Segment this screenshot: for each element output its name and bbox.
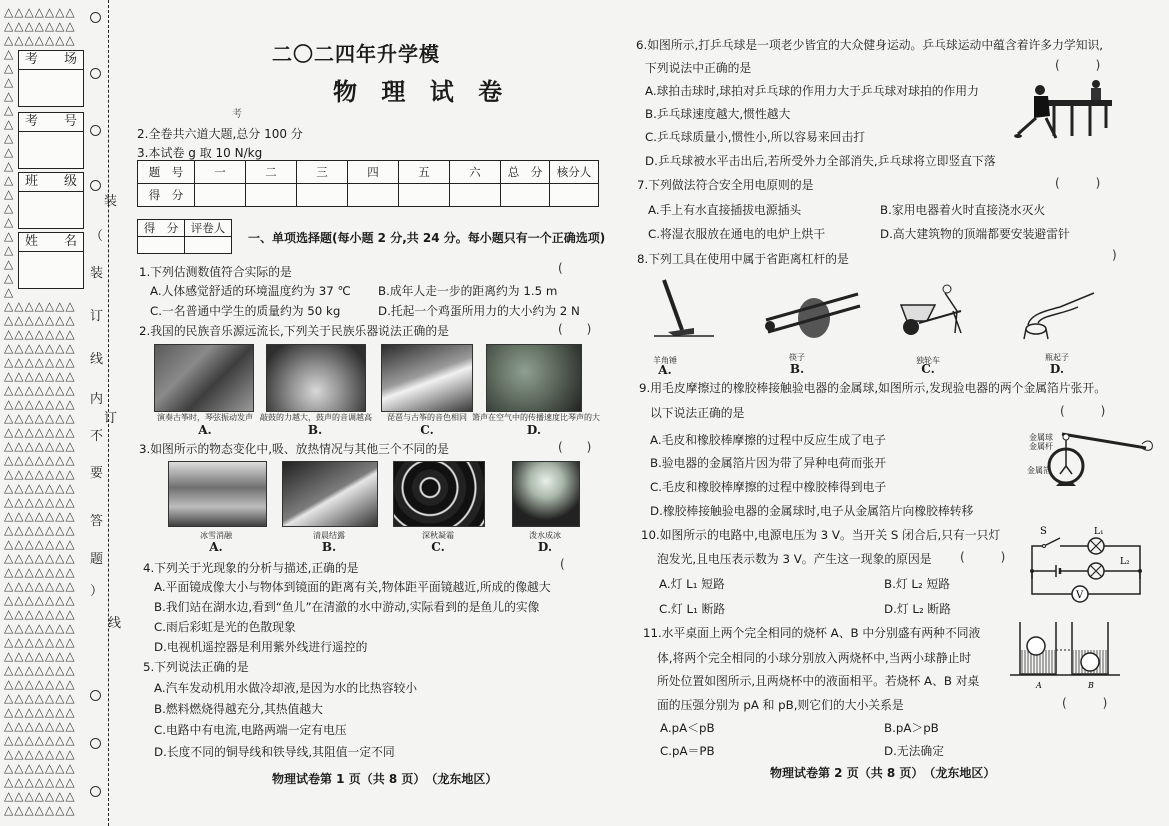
question-9-option-a: A.毛皮和橡胶棒摩擦的过程中反应生成了电子 xyxy=(650,433,886,447)
field-label: 考 xyxy=(25,114,39,129)
question-7-option-b: B.家用电器着火时直接浇水灭火 xyxy=(880,203,1046,217)
answer-paren[interactable]: ( ) xyxy=(1055,58,1101,72)
answer-paren[interactable]: ( ) xyxy=(558,440,592,454)
triangle-row: △△△△△△△ xyxy=(4,397,76,411)
question-4-option-c: C.雨后彩虹是光的色散现象 xyxy=(154,620,296,634)
triangle-row: △△△△△△△ xyxy=(4,719,76,733)
score-header-cell: 二 xyxy=(246,161,297,184)
score-header-cell: 五 xyxy=(399,161,450,184)
question-11-option-b: B.pA＞pB xyxy=(884,721,939,735)
binding-text: 不 xyxy=(90,429,104,444)
question-11-option-a: A.pA＜pB xyxy=(660,721,715,735)
score-cell[interactable] xyxy=(348,184,399,207)
figure-label: 金属杆 xyxy=(1029,442,1053,451)
option-caption: 独轮车 xyxy=(916,356,940,365)
score-cell[interactable] xyxy=(195,184,246,207)
question-10-stem: 泡发光,且电压表示数为 3 V。产生这一现象的原因是 xyxy=(657,552,932,566)
triangle-row: △△△△△△△ xyxy=(4,411,76,425)
section-title: 一、单项选择题(每小题 2 分,共 24 分。每小题只有一个正确选项) xyxy=(248,231,606,245)
question-3-stem: 3.如图所示的物态变化中,吸、放热情况与其他三个不同的是 xyxy=(139,442,449,456)
question-9-option-b: B.验电器的金属箔片因为带了异种电荷而张开 xyxy=(650,456,886,470)
binding-text: ） xyxy=(90,584,104,599)
score-header-cell: 三 xyxy=(297,161,348,184)
triangle-row: △ xyxy=(4,47,15,61)
score-header-cell: 一 xyxy=(195,161,246,184)
triangle-row: △△△△△△△ xyxy=(4,355,76,369)
triangle-row: △△△△△△△ xyxy=(4,467,76,481)
question-9-stem: 以下说法正确的是 xyxy=(650,406,745,420)
question-6-option-d: D.乒乓球被水平击出后,若所受外力全部消失,乒乓球将立即竖直下落 xyxy=(645,154,996,168)
page-footer: 物理试卷第 1 页（共 8 页） （龙东地区） xyxy=(272,772,498,786)
question-5-option-c: C.电路中有电流,电路两端一定有电压 xyxy=(154,723,347,737)
question-10-option-c: C.灯 L₁ 断路 xyxy=(659,602,726,616)
question-1-option-b: B.成年人走一步的距离约为 1.5 m xyxy=(378,284,558,298)
triangle-row: △△△△△△△ xyxy=(4,481,76,495)
option-caption: 泼水成冰 xyxy=(529,531,561,540)
option-caption: 敲鼓的力越大，鼓声的音调越高 xyxy=(260,413,372,422)
triangle-row: △ xyxy=(4,159,15,173)
chopsticks-figure xyxy=(762,290,862,340)
triangle-row: △△△△△△△ xyxy=(4,523,76,537)
question-9-stem: 9.用毛皮摩擦过的橡胶棒接触验电器的金属球,如图所示,发现验电器的两个金属箔片张开。 xyxy=(639,381,1107,395)
score-cell[interactable] xyxy=(501,184,550,207)
triangle-row: △△△△△△△ xyxy=(4,705,76,719)
question-2-stem: 2.我国的民族音乐源远流长,下列关于民族乐器说法正确的是 xyxy=(139,324,449,338)
question-6-stem: 下列说法中正确的是 xyxy=(645,61,752,75)
figure-label: 金属球 xyxy=(1029,433,1053,442)
triangle-row: △△△△△△△ xyxy=(4,439,76,453)
triangle-row: △△△△△△△ xyxy=(4,313,76,327)
field-label: 名 xyxy=(63,234,77,249)
score-header-cell: 总 分 xyxy=(501,161,550,184)
question-5-option-b: B.燃料燃烧得越充分,其热值越大 xyxy=(154,702,323,716)
binding-text: （ xyxy=(90,229,104,244)
question-5-option-a: A.汽车发动机用水做冷却液,是因为水的比热容较小 xyxy=(154,681,418,695)
question-6-option-b: B.乒乓球速度越大,惯性越大 xyxy=(645,107,791,121)
answer-paren[interactable]: ( ) xyxy=(1055,176,1101,190)
figure-label: A xyxy=(1036,681,1042,690)
triangle-row: △ xyxy=(4,145,15,159)
option-caption: 琵琶与古筝的音色相同 xyxy=(387,413,467,422)
question-11-stem: 11.水平桌面上两个完全相同的烧杯 A、B 中分别盛有两种不同液 xyxy=(643,626,981,640)
stray-mark: 考 xyxy=(232,109,242,120)
field-label: 考 xyxy=(25,52,39,67)
question-10-option-b: B.灯 L₂ 短路 xyxy=(884,577,951,591)
question-4-option-b: B.我们站在湖水边,看到“鱼儿”在清澈的水中游动,实际看到的是鱼儿的实像 xyxy=(154,600,540,614)
binding-text: 线 xyxy=(108,612,121,631)
question-11-option-c: C.pA＝PB xyxy=(660,744,715,758)
question-11-option-d: D.无法确定 xyxy=(884,744,945,758)
score-header-cell: 题 号 xyxy=(138,161,195,184)
binding-text: 线 xyxy=(90,352,104,367)
field-label: 级 xyxy=(63,174,77,189)
exam-title: 物 理 试 卷 xyxy=(333,78,511,106)
triangle-row: △△△△△△△ xyxy=(4,761,76,775)
xiao-flute-photo xyxy=(486,344,582,412)
triangle-row: △△△△△△△ xyxy=(4,775,76,789)
score-header-cell: 四 xyxy=(348,161,399,184)
beakers-figure xyxy=(1000,618,1130,688)
triangle-row: △△△△△△△ xyxy=(4,621,76,635)
triangle-row: △△△△△△△ xyxy=(4,747,76,761)
option-caption: 深秋凝霜 xyxy=(422,531,454,540)
question-6-option-c: C.乒乓球质量小,惯性小,所以容易来回击打 xyxy=(645,130,866,144)
answer-paren[interactable]: ( ) xyxy=(1060,404,1106,418)
triangle-row: △△△△△△△ xyxy=(4,649,76,663)
question-1-option-a: A.人体感觉舒适的环境温度约为 37 ℃ xyxy=(150,284,351,298)
field-label: 号 xyxy=(63,114,77,129)
question-4-option-d: D.电视机遥控器是利用紫外线进行遥控的 xyxy=(154,640,368,654)
answer-paren[interactable]: ( ) xyxy=(1062,696,1108,710)
binding-text: 装 xyxy=(90,266,104,281)
circuit-diagram xyxy=(1020,524,1150,604)
triangle-row: △ xyxy=(4,201,15,215)
question-6-option-a: A.球拍击球时,球拍对乒乓球的作用力大于乒乓球对球拍的作用力 xyxy=(645,84,979,98)
question-7-stem: 7.下列做法符合安全用电原则的是 xyxy=(637,178,814,192)
binding-cut-line xyxy=(108,0,109,826)
triangle-row: △△△△△△△ xyxy=(4,19,76,33)
svg-text:L₁: L₁ xyxy=(1094,527,1104,537)
answer-paren[interactable]: ( ) xyxy=(558,322,592,336)
triangle-row: △△△△△△△ xyxy=(4,369,76,383)
question-8-stem: 8.下列工具在使用中属于省距离杠杆的是 xyxy=(637,252,849,266)
instruction-note: 2.全卷共六道大题,总分 100 分 xyxy=(137,127,303,141)
instruction-note: 3.本试卷 g 取 10 N/kg xyxy=(137,146,263,160)
question-4-option-a: A.平面镜成像大小与物体到镜面的距离有关,物体距平面镜越近,所成的像越大 xyxy=(154,580,551,594)
triangle-row: △△△△△△△ xyxy=(4,509,76,523)
guzheng-photo xyxy=(154,344,254,412)
option-letter[interactable]: A. xyxy=(658,363,672,377)
option-caption: 冰雪消融 xyxy=(200,531,232,540)
triangle-row: △ xyxy=(4,61,15,75)
triangle-row: △△△△△△△ xyxy=(4,677,76,691)
field-label: 场 xyxy=(63,52,77,67)
field-label: 班 xyxy=(25,174,39,189)
triangle-row: △ xyxy=(4,75,15,89)
option-letter[interactable]: A. xyxy=(198,423,212,437)
triangle-row: △△△△△△△ xyxy=(4,537,76,551)
binding-text: 订 xyxy=(104,407,117,426)
question-10-stem: 10.如图所示的电路中,电源电压为 3 V。当开关 S 闭合后,只有一只灯 xyxy=(641,528,1001,542)
binding-hole-icon xyxy=(90,738,101,749)
answer-paren[interactable]: ) xyxy=(1112,248,1117,262)
exam-number-field[interactable] xyxy=(18,112,84,169)
option-letter[interactable]: C. xyxy=(431,540,445,554)
score-cell[interactable] xyxy=(450,184,501,207)
answer-paren[interactable]: ( xyxy=(558,261,563,275)
triangle-row: △△△△△△△ xyxy=(4,635,76,649)
question-9-option-d: D.橡胶棒接触验电器的金属球时,电子从金属箔片向橡胶棒转移 xyxy=(650,504,974,518)
triangle-row: △△△△△△△ xyxy=(4,607,76,621)
svg-text:S: S xyxy=(1040,526,1047,537)
binding-text: 答 xyxy=(90,514,104,529)
triangle-row: △△△△△△△ xyxy=(4,5,76,19)
option-letter[interactable]: C. xyxy=(921,362,935,376)
triangle-row: △ xyxy=(4,285,15,299)
question-5-stem: 5.下列说法正确的是 xyxy=(143,660,249,674)
melting-snow-photo xyxy=(168,461,267,527)
question-6-stem: 6.如图所示,打乒乓球是一项老少皆宜的大众健身运动。乒乓球运动中蕴含着许多力学知识, xyxy=(636,38,1104,52)
grader-table xyxy=(137,219,232,254)
triangle-row: △△△△△△△ xyxy=(4,803,76,817)
triangle-row: △△△△△△△ xyxy=(4,593,76,607)
option-caption: 箫声在空气中的传播速度比琴声的大 xyxy=(472,413,600,422)
triangle-row: △△△△△△△ xyxy=(4,327,76,341)
binding-text: 内 xyxy=(90,392,104,407)
triangle-row: △△△△△△△ xyxy=(4,299,76,313)
question-1-stem: 1.下列估测数值符合实际的是 xyxy=(139,265,292,279)
drum-photo xyxy=(266,344,366,412)
binding-text: 装 xyxy=(104,190,117,209)
answer-paren[interactable]: ( xyxy=(560,557,565,571)
question-11-stem: 体,将两个完全相同的小球分别放入两烧杯中,当两小球静止时 xyxy=(657,651,972,665)
question-1-option-d: D.托起一个鸡蛋所用力的大小约为 2 N xyxy=(378,304,580,318)
class-field[interactable] xyxy=(18,172,84,229)
bottle-opener-figure xyxy=(1020,285,1100,340)
binding-hole-icon xyxy=(90,180,101,191)
triangle-row: △ xyxy=(4,103,15,117)
binding-hole-icon xyxy=(90,12,101,23)
question-11-stem: 面的压强分别为 pA 和 pB,则它们的大小关系是 xyxy=(657,698,904,712)
score-cell[interactable] xyxy=(246,184,297,207)
score-cell[interactable] xyxy=(297,184,348,207)
exam-room-field[interactable] xyxy=(18,50,84,107)
option-caption: 清晨结露 xyxy=(313,531,345,540)
triangle-row: △△△△△△△ xyxy=(4,733,76,747)
binding-hole-icon xyxy=(90,786,101,797)
claw-hammer-figure xyxy=(650,278,720,340)
triangle-row: △△△△△△△ xyxy=(4,425,76,439)
figure-label: B xyxy=(1088,681,1094,690)
binding-margin xyxy=(0,0,120,826)
triangle-row: △△△△△△△ xyxy=(4,33,76,47)
svg-text:V: V xyxy=(1076,590,1084,601)
option-caption: 瓶起子 xyxy=(1045,353,1069,362)
triangle-row: △ xyxy=(4,271,15,285)
option-letter[interactable]: D. xyxy=(1049,362,1065,376)
grader-score-cell[interactable] xyxy=(138,237,185,254)
score-header-cell: 六 xyxy=(450,161,501,184)
option-letter[interactable]: A. xyxy=(209,540,223,554)
name-field[interactable] xyxy=(18,232,84,289)
score-header-cell: 核分人 xyxy=(550,161,599,184)
question-7-option-d: D.高大建筑物的顶端都要安装避雷针 xyxy=(880,227,1070,241)
svg-text:L₂: L₂ xyxy=(1120,557,1130,567)
score-cell[interactable] xyxy=(550,184,599,207)
answer-paren[interactable]: ( ) xyxy=(960,550,1006,564)
triangle-row: △ xyxy=(4,229,15,243)
triangle-row: △△△△△△△ xyxy=(4,579,76,593)
question-4-stem: 4.下列关于光现象的分析与描述,正确的是 xyxy=(143,561,359,575)
option-letter[interactable]: D. xyxy=(526,423,542,437)
grader-name-cell[interactable] xyxy=(185,237,232,254)
option-caption: 羊角锤 xyxy=(653,356,677,365)
electroscope-figure xyxy=(1056,428,1156,492)
triangle-row: △△△△△△△ xyxy=(4,565,76,579)
wheelbarrow-figure xyxy=(895,285,975,340)
triangle-row: △ xyxy=(4,187,15,201)
option-letter[interactable]: B. xyxy=(789,362,805,376)
triangle-row: △△△△△△△ xyxy=(4,551,76,565)
binding-hole-icon xyxy=(90,690,101,701)
triangle-row: △ xyxy=(4,89,15,103)
question-9-option-c: C.毛皮和橡胶棒摩擦的过程中橡胶棒得到电子 xyxy=(650,480,887,494)
triangle-row: △ xyxy=(4,131,15,145)
option-letter[interactable]: D. xyxy=(537,540,553,554)
question-10-option-a: A.灯 L₁ 短路 xyxy=(659,577,725,591)
exam-header: 二〇二四年升学模 xyxy=(272,42,440,66)
question-11-stem: 所处位置如图所示,且两烧杯中的液面相平。若烧杯 A、B 对桌 xyxy=(657,674,980,688)
binding-hole-icon xyxy=(90,68,101,79)
option-caption: 筷子 xyxy=(789,353,805,362)
grader-name-label: 评卷人 xyxy=(185,220,232,237)
frost-photo xyxy=(393,461,485,527)
score-cell[interactable] xyxy=(399,184,450,207)
morning-dew-photo xyxy=(282,461,378,527)
question-7-option-c: C.将湿衣服放在通电的电炉上烘干 xyxy=(648,227,826,241)
field-label: 姓 xyxy=(25,234,39,249)
triangle-row: △△△△△△△ xyxy=(4,341,76,355)
binding-text: 要 xyxy=(90,466,104,481)
triangle-row: △△△△△△△ xyxy=(4,383,76,397)
score-row-label: 得 分 xyxy=(138,184,195,207)
option-caption: 演奏古筝时，琴弦振动发声 xyxy=(157,413,253,422)
option-letter[interactable]: B. xyxy=(307,423,323,437)
triangle-row: △△△△△△△ xyxy=(4,691,76,705)
figure-label: 金属箔 xyxy=(1027,466,1051,475)
pipa-photo xyxy=(381,344,473,412)
binding-hole-icon xyxy=(90,125,101,136)
triangle-row: △△△△△△△ xyxy=(4,453,76,467)
question-5-option-d: D.长度不同的铜导线和铁导线,其阻值一定不同 xyxy=(154,745,395,759)
triangle-row: △ xyxy=(4,173,15,187)
triangle-row: △△△△△△△ xyxy=(4,789,76,803)
splash-ice-photo xyxy=(512,461,580,527)
triangle-row: △△△△△△△ xyxy=(4,663,76,677)
binding-text: 题 xyxy=(90,552,104,567)
triangle-row: △ xyxy=(4,243,15,257)
triangle-row: △ xyxy=(4,117,15,131)
triangle-row: △ xyxy=(4,215,15,229)
binding-text: 订 xyxy=(90,309,104,324)
triangle-row: △ xyxy=(4,257,15,271)
page-footer: 物理试卷第 2 页（共 8 页） （龙东地区） xyxy=(770,766,996,780)
question-1-option-c: C.一名普通中学生的质量约为 50 kg xyxy=(150,304,341,318)
score-table xyxy=(137,160,599,207)
question-7-option-a: A.手上有水直接插拔电源插头 xyxy=(648,203,802,217)
triangle-row: △△△△△△△ xyxy=(4,495,76,509)
table-tennis-figure xyxy=(1014,78,1114,144)
option-letter[interactable]: B. xyxy=(321,540,337,554)
grader-score-label: 得 分 xyxy=(138,220,185,237)
option-letter[interactable]: C. xyxy=(420,423,434,437)
question-10-option-d: D.灯 L₂ 断路 xyxy=(884,602,952,616)
